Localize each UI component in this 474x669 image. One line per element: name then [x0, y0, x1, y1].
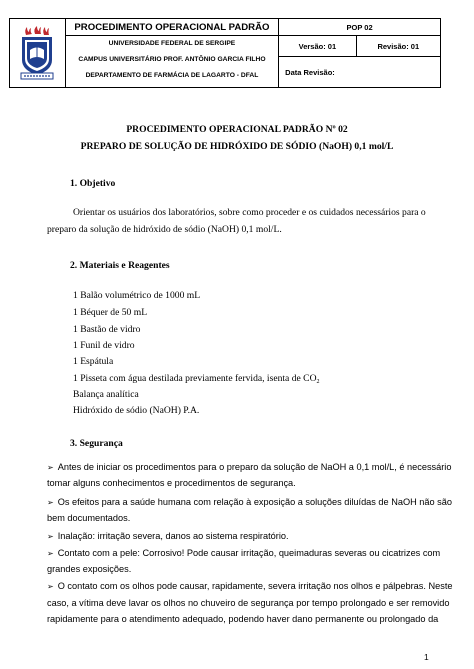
safety-bullet-5-line3: rapidamente para o atendimento adequado, podendo haver dano permanente ou prolongado da — [47, 614, 439, 624]
section-1-text-line2: preparo da solução de hidróxido de sódio (NaOH) 0,1 mol/L. — [47, 224, 282, 235]
material-item: 1 Espátula — [73, 356, 114, 367]
section-1-heading: 1. Objetivo — [70, 178, 116, 189]
header-table — [9, 18, 441, 88]
material-item: 1 Funil de vidro — [73, 340, 135, 351]
material-item-text: 1 Pisseta com água destilada previamente fervida, isenta de CO — [73, 373, 317, 384]
revision-date-cell: Data Revisão: — [279, 57, 441, 88]
material-item-co2 — [73, 373, 320, 388]
header-title: PROCEDIMENTO OPERACIONAL PADRÃO — [65, 19, 278, 36]
page-number: 1 — [424, 652, 429, 662]
arrow-bullet-icon: ➢ — [47, 582, 54, 591]
material-item: 1 Béquer de 50 mL — [73, 307, 148, 318]
campus-name: CAMPUS UNIVERSITÁRIO PROF. ANTÔNIO GARCIA FILHO — [78, 56, 266, 63]
arrow-bullet-icon: ➢ — [47, 463, 54, 472]
arrow-bullet-icon: ➢ — [47, 532, 54, 541]
bullet-text: Antes de iniciar os procedimentos para o preparo da solução de NaOH a 0,1 mol/L, é necessário — [57, 462, 452, 472]
version-cell: Versão: 01 — [279, 36, 356, 57]
logo-cell — [10, 19, 66, 88]
safety-bullet-2-line2: bem documentados. — [47, 513, 131, 523]
ufs-seal-logo — [20, 26, 54, 80]
safety-bullet-2-line1 — [47, 496, 452, 509]
safety-bullet-4-line2: grandes exposições. — [47, 564, 132, 574]
material-item: Balança analítica — [73, 389, 139, 400]
safety-bullet-5-line1 — [47, 580, 452, 593]
safety-bullet-3 — [47, 530, 289, 543]
section-2-heading: 2. Materiais e Reagentes — [70, 260, 170, 271]
material-item: Hidróxido de sódio (NaOH) P.A. — [73, 405, 200, 416]
arrow-bullet-icon: ➢ — [47, 549, 54, 558]
doc-title-line1: PROCEDIMENTO OPERACIONAL PADRÃO Nº 02 — [126, 124, 348, 135]
bullet-text: Inalação: irritação severa, danos ao sistema respiratório. — [57, 531, 289, 541]
pop-number: POP 02 — [279, 19, 441, 36]
safety-bullet-4-line1 — [47, 547, 440, 560]
section-3-heading: 3. Segurança — [70, 438, 123, 449]
bullet-text: Contato com a pele: Corrosivo! Pode causar irritação, queimaduras severas ou cicatrizes com — [57, 548, 441, 558]
organization-cell — [65, 36, 278, 88]
co2-subscript: 2 — [316, 379, 320, 385]
safety-bullet-5-line2: caso, a vítima deve lavar os olhos no chuveiro de segurança por tempo prolongado e ser removido — [47, 598, 450, 608]
section-1-text-line1: Orientar os usuários dos laboratórios, sobre como proceder e os cuidados necessários para o — [73, 207, 426, 218]
doc-title-line2: PREPARO DE SOLUÇÃO DE HIDRÓXIDO DE SÓDIO (NaOH) 0,1 mol/L — [80, 141, 394, 152]
revision-cell: Revisão: 01 — [356, 36, 440, 57]
bullet-text: O contato com os olhos pode causar, rapidamente, severa irritação nos olhos e pálpebras. Neste — [57, 581, 453, 591]
arrow-bullet-icon: ➢ — [47, 498, 54, 507]
department-name: DEPARTAMENTO DE FARMÁCIA DE LAGARTO - DFAL — [85, 72, 259, 79]
material-item: 1 Bastão de vidro — [73, 324, 141, 335]
safety-bullet-1-line1 — [47, 461, 451, 474]
university-name: UNIVERSIDADE FEDERAL DE SERGIPE — [108, 40, 236, 47]
material-item: 1 Balão volumétrico de 1000 mL — [73, 290, 201, 301]
safety-bullet-1-line2: tomar alguns conhecimentos e procedimentos de segurança. — [47, 478, 296, 488]
bullet-text: Os efeitos para a saúde humana com relação à exposição a soluções diluídas de NaOH não são — [57, 497, 452, 507]
